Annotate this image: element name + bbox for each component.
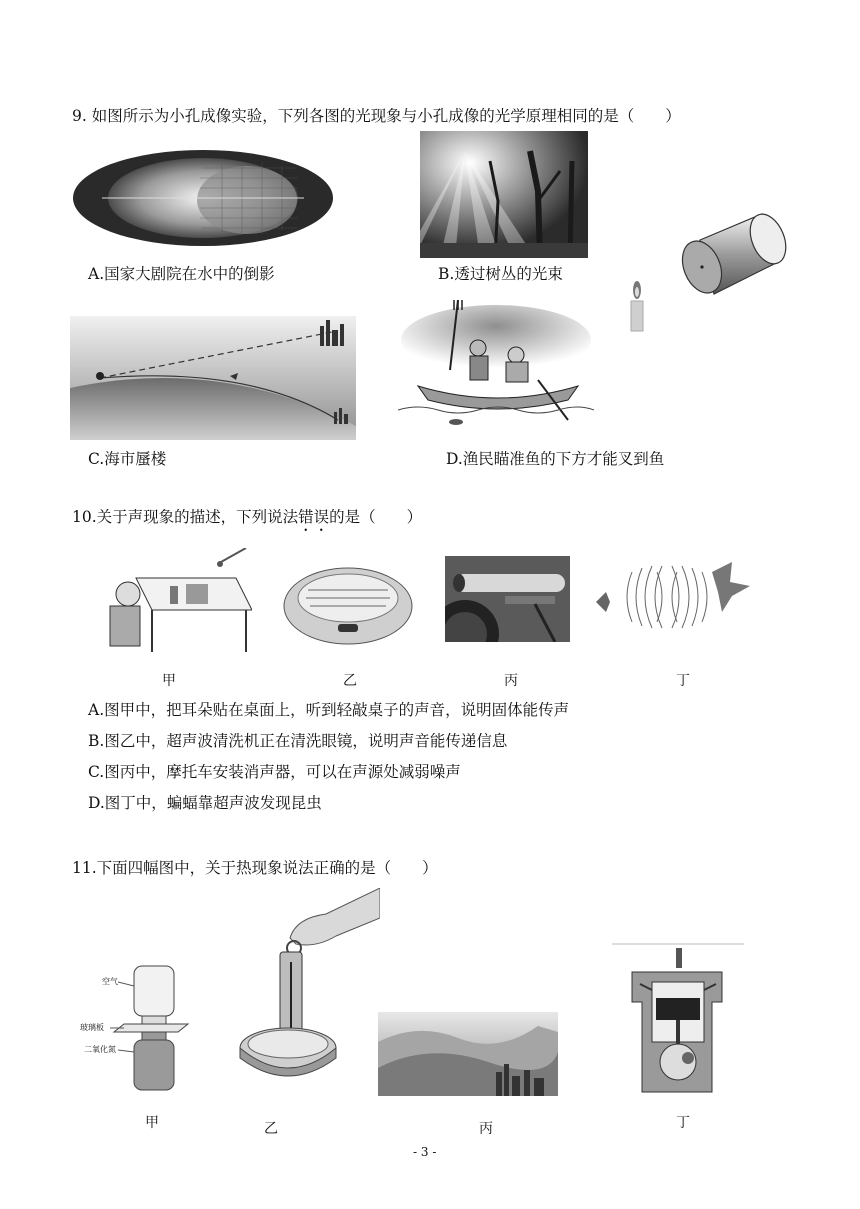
q10-option-a: A.图甲中，把耳朵贴在桌面上，听到轻敲桌子的声音，说明固体能传声 <box>88 701 570 719</box>
q9-option-d: D.渔民瞄准鱼的下方才能叉到鱼 <box>446 450 665 468</box>
q10-stem-emphasis: 错误 <box>298 508 330 526</box>
q10-figure-yi-ultrasonic-cleaner <box>282 560 414 646</box>
q9-stem: 9. 如图所示为小孔成像实验，下列各图的光现象与小孔成像的光学原理相同的是（ ） <box>72 107 681 125</box>
q11-figure-label-jia: 甲 <box>145 1115 159 1131</box>
q11-figure-bing-desert <box>378 1012 558 1096</box>
q10-option-b: B.图乙中，超声波清洗机正在清洗眼镜，说明声音能传递信息 <box>88 732 508 750</box>
q10-emphasis-dots <box>325 528 357 534</box>
q10-figure-ding-bat-echolocation <box>592 562 752 632</box>
q9-figure-a-grand-theatre <box>72 148 334 248</box>
q9-figure-c-mirage <box>70 316 356 440</box>
q10-figure-label-jia: 甲 <box>162 673 176 689</box>
q9-option-c: C.海市蜃楼 <box>88 450 167 468</box>
q10-figure-label-bing: 丙 <box>504 673 518 689</box>
pinhole-camera-tube-figure <box>678 210 788 300</box>
q10-figure-label-ding: 丁 <box>676 673 690 689</box>
q9-figure-b-forest-light <box>420 131 588 258</box>
q9-figure-d-fisherman <box>398 300 594 430</box>
q11-stem: 11.下面四幅图中，关于热现象说法正确的是（ ） <box>72 859 438 877</box>
q10-stem <box>72 507 422 535</box>
q11-figure-label-bing: 丙 <box>479 1121 493 1137</box>
q10-figure-jia-ear-on-desk <box>106 548 252 652</box>
q10-figure-label-yi: 乙 <box>343 673 357 689</box>
q11-figure-label-ding: 丁 <box>676 1115 690 1131</box>
q10-stem-prefix: 10.关于声现象的描述，下列说法 <box>72 508 299 526</box>
q9-option-b: B.透过树丛的光束 <box>438 265 563 283</box>
q10-option-c: C.图丙中，摩托车安装消声器，可以在声源处减弱噪声 <box>88 763 461 781</box>
pinhole-candle-figure <box>626 280 648 332</box>
q9-option-a: A.国家大剧院在水中的倒影 <box>88 265 275 283</box>
q10-stem-suffix: 的是（ ） <box>329 508 423 526</box>
q11-diagram-label-air: 空气 <box>102 977 118 986</box>
page-number: - 3 - <box>413 1145 437 1159</box>
q11-figure-yi-thermometer-evaporation <box>236 888 380 1088</box>
q11-figure-label-yi: 乙 <box>264 1121 278 1137</box>
q11-figure-ding-engine-cylinder <box>612 942 744 1094</box>
q10-figure-bing-motorcycle-muffler <box>445 556 570 642</box>
q10-option-d: D.图丁中，蝙蝠靠超声波发现昆虫 <box>88 794 322 812</box>
q11-diagram-label-no2: 二氧化氮 <box>84 1045 116 1054</box>
q11-diagram-label-glass-plate: 玻璃板 <box>80 1023 104 1032</box>
